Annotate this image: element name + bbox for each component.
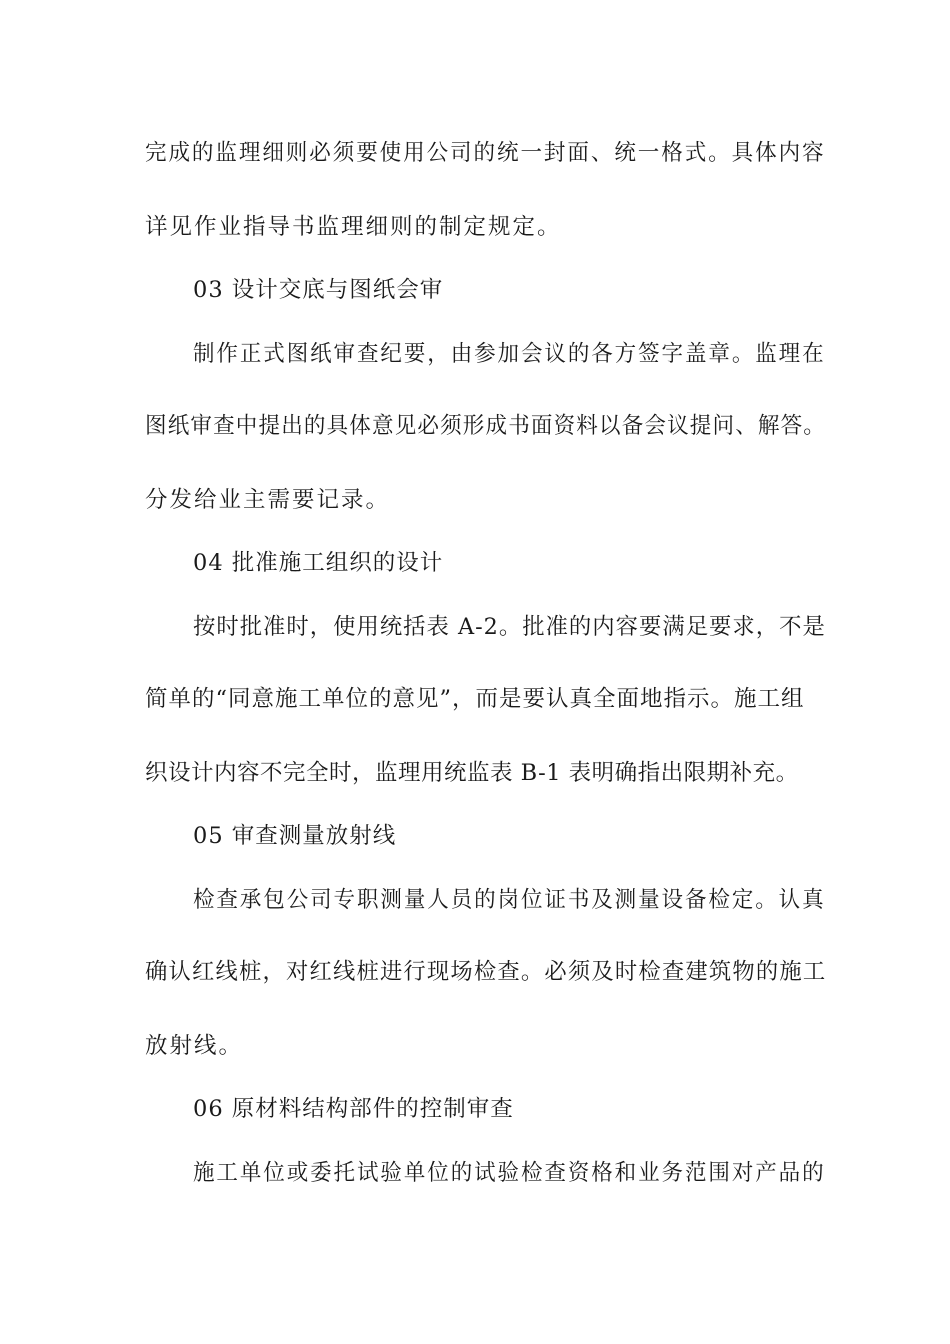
section-heading: 04 批准施工组织的设计	[193, 550, 444, 576]
paragraph-line: 制作正式图纸审查纪要，由参加会议的各方签字盖章。监理在	[193, 341, 826, 367]
paragraph-line: 完成的监理细则必须要使用公司的统一封面、统一格式。具体内容	[145, 140, 826, 166]
paragraph-line: 施工单位或委托试验单位的试验检查资格和业务范围对产品的	[193, 1160, 826, 1186]
paragraph-line: 分发给业主需要记录。	[145, 487, 391, 513]
paragraph-line: 图纸审查中提出的具体意见必须形成书面资料以备会议提问、解答。	[145, 413, 827, 439]
paragraph-line: 检查承包公司专职测量人员的岗位证书及测量设备检定。认真	[193, 887, 826, 913]
paragraph-line: 详见作业指导书监理细则的制定规定。	[145, 214, 562, 240]
section-heading: 06 原材料结构部件的控制审查	[193, 1096, 514, 1122]
section-heading: 05 审查测量放射线	[193, 823, 397, 849]
section-heading: 03 设计交底与图纸会审	[193, 277, 444, 303]
paragraph-line: 按时批准时，使用统括表 A-2。批准的内容要满足要求，不是	[193, 614, 826, 640]
paragraph-line: 织设计内容不完全时，监理用统监表 B-1 表明确指出限期补充。	[145, 760, 799, 786]
paragraph-line: 确认红线桩，对红线桩进行现场检查。必须及时检查建筑物的施工	[145, 959, 827, 985]
paragraph-line: 简单的“同意施工单位的意见”，而是要认真全面地指示。施工组	[145, 686, 805, 712]
paragraph-line: 放射线。	[145, 1033, 244, 1059]
